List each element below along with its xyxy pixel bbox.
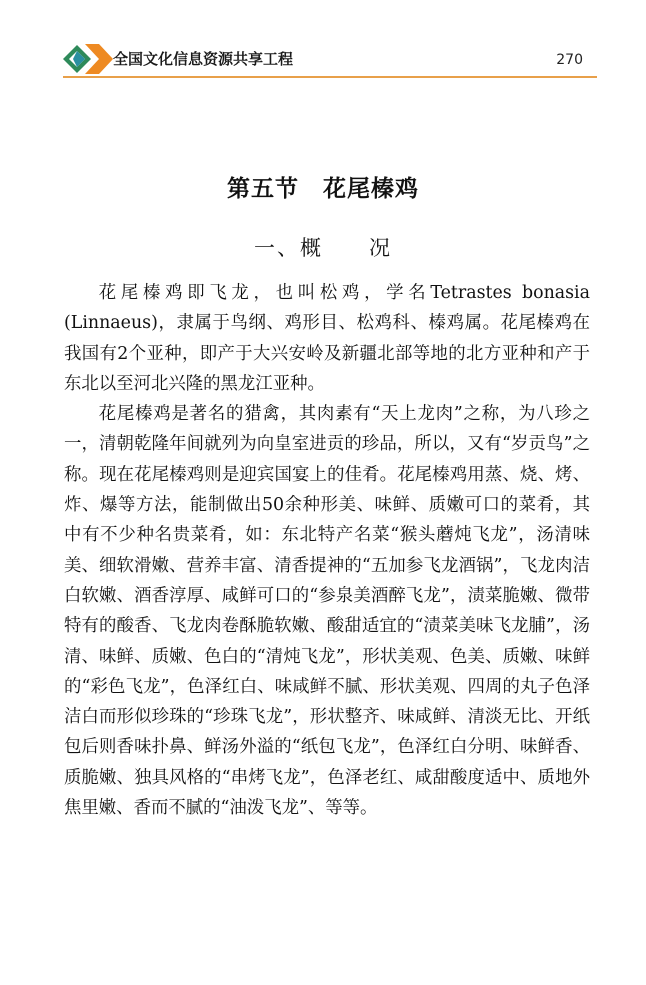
page-number: 270 xyxy=(556,52,583,68)
body-text xyxy=(64,278,590,823)
diamond-logo-icon xyxy=(63,42,115,76)
header-title: 全国文化信息资源共享工程 xyxy=(113,50,294,68)
header-divider xyxy=(63,76,597,78)
paragraph-2: 花尾榛鸡是著名的猎禽，其肉素有“天上龙肉”之称，为八珍之一，清朝乾隆年间就列为向皇室进贡的珍品，所以，又有“岁贡鸟”之称。现在花尾榛鸡则是迎宾国宴上的佳肴。花尾榛鸡用蒸、烧、烤、炸、爆等方法，能制做出50余种形美、味鲜、质嫩可口的菜肴，其中有不少种名贵菜肴，如：东北特产名菜“猴头蘑炖飞龙”，汤清味美、细软滑嫩、营养丰富、清香提神的“五加参飞龙酒锅”，飞龙肉洁白软嫩、酒香淳厚、咸鲜可口的“参泉美酒醉飞龙”，渍菜脆嫩、微带特有的酸香、飞龙肉卷酥脆软嫩、酸甜适宜的“渍菜美味飞龙脯”，汤清、味鲜、质嫩、色白的“清炖飞龙”，形状美观、色美、质嫩、味鲜的“彩色飞龙”，色泽红白、味咸鲜不腻、形状美观、四周的丸子色泽洁白而形似珍珠的“珍珠飞龙”，形状整齐、味咸鲜、清淡无比、开纸包后则香味扑鼻、鲜汤外溢的“纸包飞龙”，色泽红白分明、味鲜香、质脆嫩、独具风格的“串烤飞龙”，色泽老红、咸甜酸度适中、质地外焦里嫩、香而不腻的“油泼飞龙”、等等。 xyxy=(64,404,590,819)
section-title: 第五节 花尾榛鸡 xyxy=(227,176,419,202)
paragraph-1: 花尾榛鸡即飞龙，也叫松鸡，学名Tetrastes bonasia (Linnaeus)，隶属于鸟纲、鸡形目、松鸡科、榛鸡属。花尾榛鸡在我国有2个亚种，即产于大兴安岭及新疆北部等地的北方亚种和产于东北以至河北兴隆的黑龙江亚种。 xyxy=(64,283,590,394)
subsection-title: 一、概 况 xyxy=(254,236,392,260)
page-header xyxy=(0,0,646,80)
